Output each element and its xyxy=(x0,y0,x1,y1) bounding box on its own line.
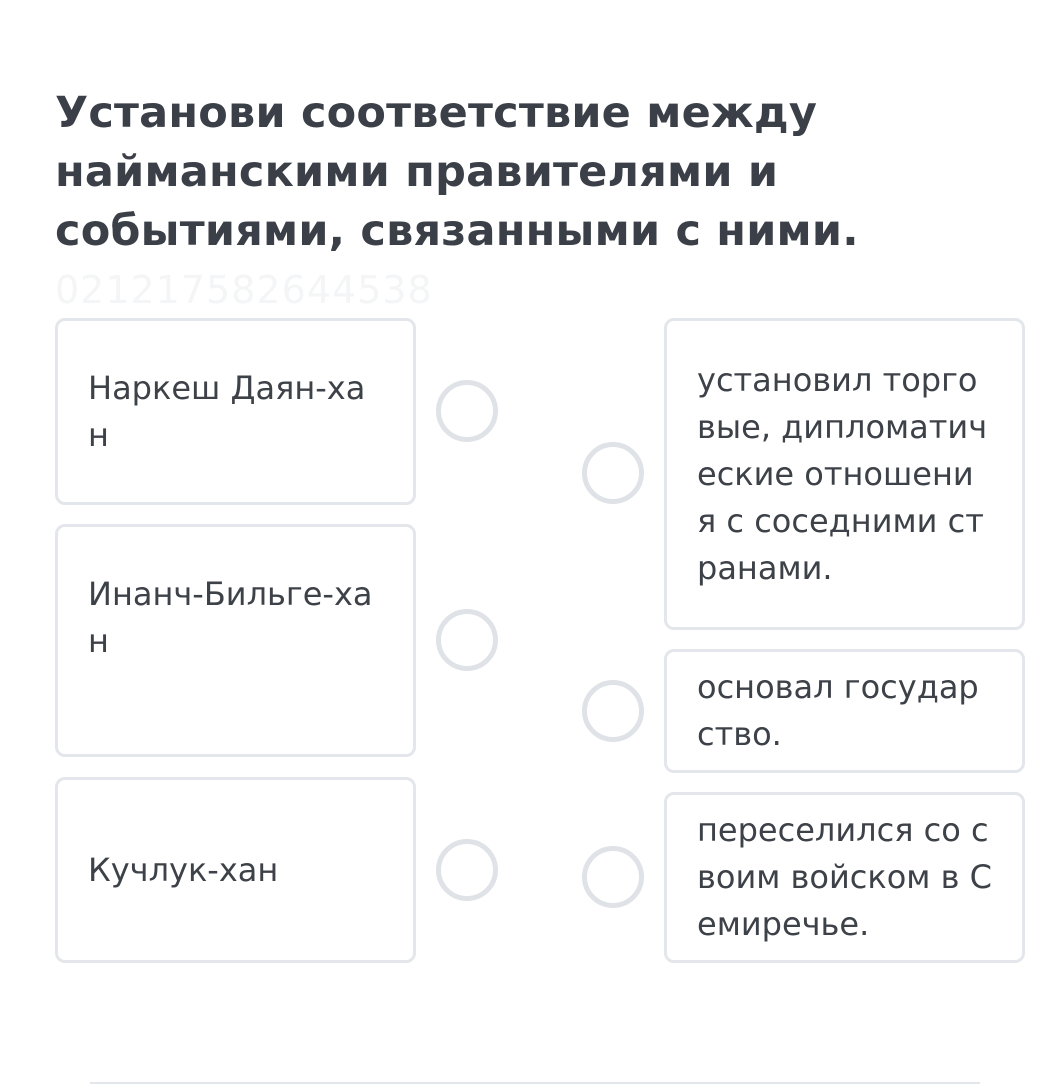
left-connector-1[interactable] xyxy=(436,380,498,442)
left-item-label: Инанч-Бильге-хан xyxy=(88,574,373,660)
watermark-id: 021217582644538 xyxy=(55,268,433,312)
right-item-label: установил торговые, дипломатические отношения с соседними странами. xyxy=(697,360,988,587)
left-item-1[interactable] xyxy=(55,318,416,505)
left-item-2[interactable] xyxy=(55,524,416,757)
right-connector-2[interactable] xyxy=(582,680,644,742)
question-title: Установи соответствие между найманскими правителями и событиями, связанными с ними. xyxy=(55,88,859,256)
right-item-label: основал государство. xyxy=(697,668,979,753)
left-connector-2[interactable] xyxy=(436,609,498,671)
right-item-2[interactable] xyxy=(664,649,1025,773)
right-connector-1[interactable] xyxy=(582,442,644,504)
left-item-label: Кучлук-хан xyxy=(88,850,279,889)
right-item-1[interactable] xyxy=(664,318,1025,630)
left-item-label: Наркеш Даян-хан xyxy=(88,368,366,454)
right-item-label: переселился со своим войском в Семиречье. xyxy=(697,811,992,943)
left-item-3[interactable] xyxy=(55,777,416,963)
right-connector-3[interactable] xyxy=(582,846,644,908)
left-connector-3[interactable] xyxy=(436,839,498,901)
bottom-divider xyxy=(90,1082,980,1084)
right-item-3[interactable] xyxy=(664,792,1025,963)
